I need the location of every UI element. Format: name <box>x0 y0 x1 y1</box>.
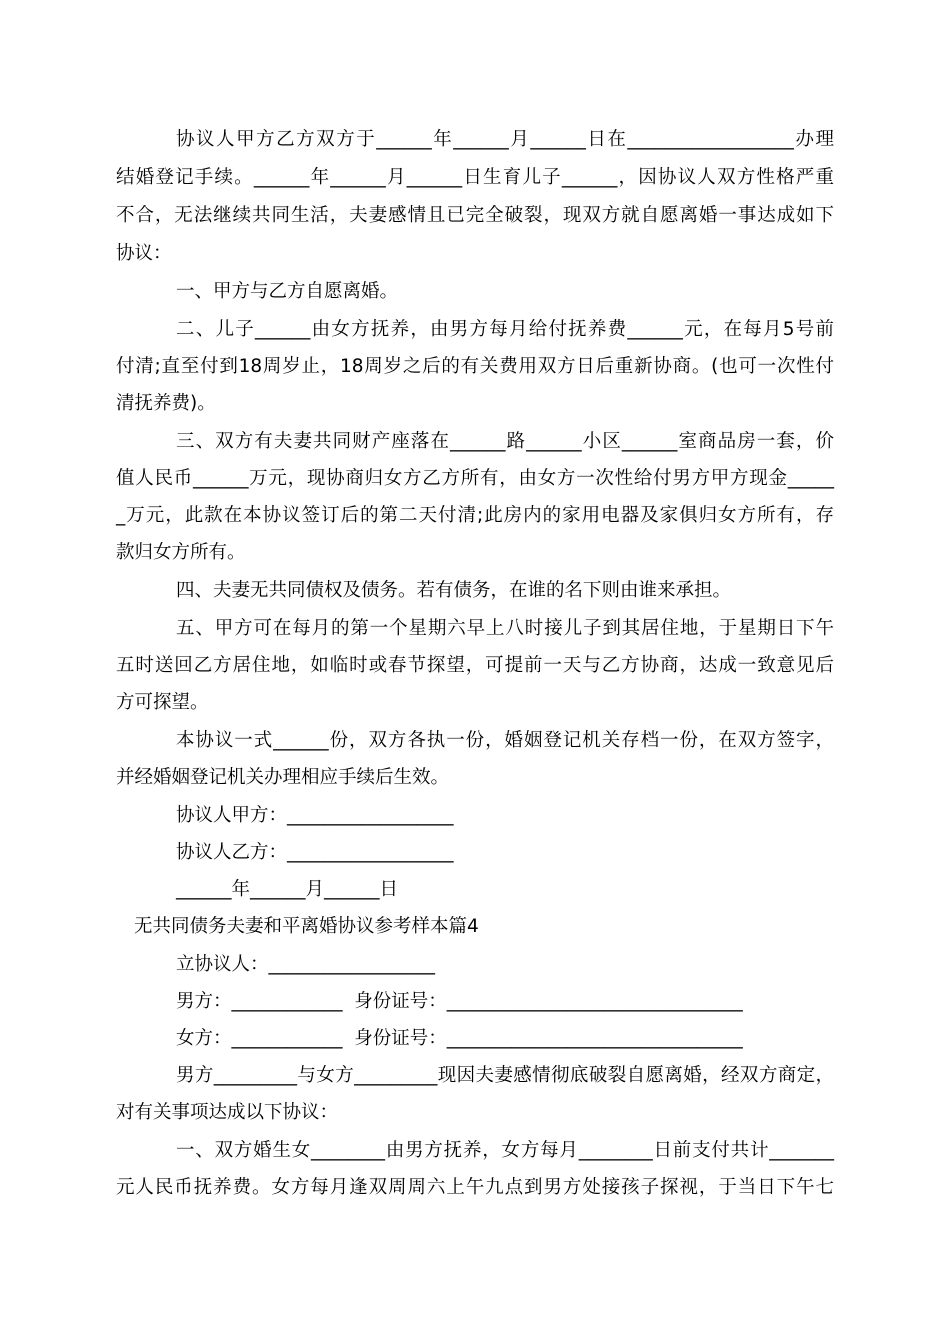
wife-id-line: 女方：____________ 身份证号：________________________________ <box>176 1028 743 1049</box>
clause-5-line-2: 五时送回乙方居住地，如临时或春节探望，可提前一天与乙方协商，达成一致意见后 <box>116 655 834 676</box>
clause-5-line-1: 五、甲方可在每月的第一个星期六早上八时接儿子到其居住地，于星期日下午 <box>176 618 834 639</box>
custody-clause-line-2: 元人民币抚养费。女方每月逢双周周六上午九点到男方处接孩子探视，于当日下午七 <box>116 1177 834 1198</box>
clause-3-line-4: 款归女方所有。 <box>116 542 246 563</box>
party-a-signature: 协议人甲方：__________________ <box>176 805 454 826</box>
custody-clause-line-1: 一、双方婚生女________由男方抚养，女方每月________日前支付共计_______ <box>176 1140 834 1161</box>
preamble-line-1: 男方_________与女方_________现因夫妻感情彻底破裂自愿离婚，经双方商定， <box>176 1065 834 1086</box>
agreement-party-line: 立协议人：__________________ <box>176 954 436 975</box>
clause-3-line-3: _万元，此款在本协议签订后的第二天付清;此房内的家用电器及家俱归女方所有，存 <box>116 505 834 526</box>
clause-2-line-1: 二、儿子______由女方抚养，由男方每月给付抚养费______元，在每月5号前 <box>176 319 834 340</box>
agreement-intro-line-2: 结婚登记手续。______年______月______日生育儿子______，因协议人双方性格严重 <box>116 167 834 188</box>
preamble-line-2: 对有关事项达成以下协议： <box>116 1102 339 1123</box>
clause-2-line-2: 付清;直至付到18周岁止，18周岁之后的有关费用双方日后重新协商。(也可一次性付 <box>116 356 834 377</box>
clause-1: 一、甲方与乙方自愿离婚。 <box>176 281 399 302</box>
clause-5-line-3: 方可探望。 <box>116 692 209 713</box>
clause-2-line-3: 清抚养费)。 <box>116 393 216 414</box>
clause-3-line-1: 三、双方有夫妻共同财产座落在______路______小区______室商品房一套，价 <box>176 431 834 452</box>
clause-4: 四、夫妻无共同债权及债务。若有债务，在谁的名下则由谁来承担。 <box>176 580 732 601</box>
signing-date: ______年______月______日 <box>176 879 399 900</box>
section-heading: 无共同债务夫妻和平离婚协议参考样本篇4 <box>134 916 479 937</box>
party-b-signature: 协议人乙方：__________________ <box>176 842 454 863</box>
husband-id-line: 男方：____________ 身份证号：________________________________ <box>176 991 743 1012</box>
copies-clause-line-2: 并经婚姻登记机关办理相应手续后生效。 <box>116 767 450 788</box>
agreement-intro-line-1: 协议人甲方乙方双方于______年______月______日在__________________办理 <box>176 129 834 150</box>
agreement-intro-line-4: 协议： <box>116 243 172 264</box>
copies-clause-line-1: 本协议一式______份，双方各执一份，婚姻登记机关存档一份，在双方签字， <box>176 730 834 751</box>
clause-3-line-2: 值人民币______万元，现协商归女方乙方所有，由女方一次性给付男方甲方现金_____ <box>116 468 834 489</box>
agreement-intro-line-3: 不合，无法继续共同生活，夫妻感情且已完全破裂，现双方就自愿离婚一事达成如下 <box>116 205 834 226</box>
